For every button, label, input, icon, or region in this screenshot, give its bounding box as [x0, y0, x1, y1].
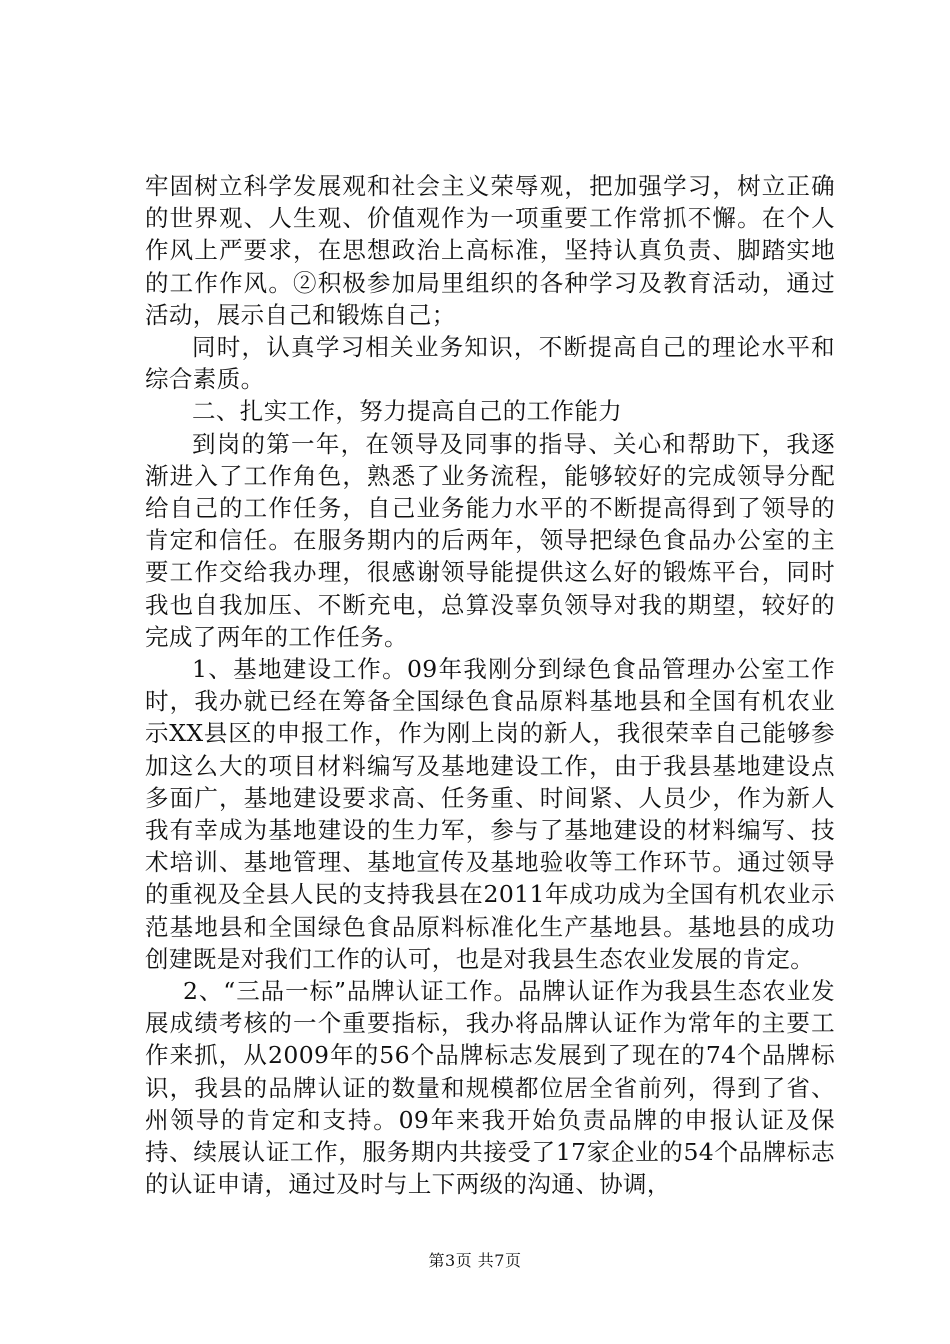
- paragraph-4: 1、基地建设工作。09年我刚分到绿色食品管理办公室工作时，我办就已经在筹备全国绿色食品原料基地县和全国有机农业示XX县区的申报工作，作为刚上岗的新人，我很荣幸自己能够参加这么大的项目材料编写及基地建设工作，由于我县基地建设点多面广，基地建设要求高、任务重、时间紧、人员少，作为新人我有幸成为基地建设的生力军，参与了基地建设的材料编写、技术培训、基地管理、基地宣传及基地验收等工作环节。通过领导的重视及全县人民的支持我县在2011年成功成为全国有机农业示范基地县和全国绿色食品原料标准化生产基地县。基地县的成功创建既是对我们工作的认可，也是对我县生态农业发展的肯定。: [145, 655, 835, 973]
- paragraph-1: 牢固树立科学发展观和社会主义荣辱观，把加强学习，树立正确的世界观、人生观、价值观作为一项重要工作常抓不懈。在个人作风上严要求，在思想政治上高标准，坚持认真负责、脚踏实地的工作作风。②积极参加局里组织的各种学习及教育活动，通过活动，展示自己和锻炼自己；: [145, 172, 835, 329]
- paragraph-5: 2、“三品一标”品牌认证工作。品牌认证作为我县生态农业发展成绩考核的一个重要指标，我办将品牌认证作为常年的主要工作来抓，从2009年的56个品牌标志发展到了现在的74个品牌标识，我县的品牌认证的数量和规模都位居全省前列，得到了省、州领导的肯定和支持。09年来我开始负责品牌的申报认证及保持、续展认证工作，服务期内共接受了17家企业的54个品牌标志的认证申请，通过及时与上下两级的沟通、协调，: [145, 977, 835, 1199]
- document-body: [145, 170, 835, 1201]
- paragraph-3: 到岗的第一年，在领导及同事的指导、关心和帮助下，我逐渐进入了工作角色，熟悉了业务流程，能够较好的完成领导分配给自己的工作任务，自己业务能力水平的不断提高得到了领导的肯定和信任。在服务期内的后两年，领导把绿色食品办公室的主要工作交给我办理，很感谢领导能提供这么好的锻炼平台，同时我也自我加压、不断充电，总算没辜负领导对我的期望，较好的完成了两年的工作任务。: [145, 429, 835, 651]
- section-heading: 二、扎实工作，努力提高自己的工作能力: [192, 397, 623, 426]
- paragraph-2: 同时，认真学习相关业务知识，不断提高自己的理论水平和综合素质。: [145, 333, 835, 394]
- page-footer: 第3页 共7页: [428, 1251, 522, 1270]
